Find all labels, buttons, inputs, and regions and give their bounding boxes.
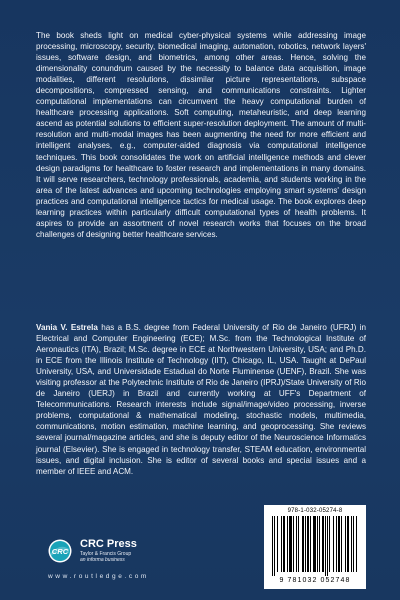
barcode-bar (322, 516, 324, 572)
barcode-bar (319, 516, 320, 572)
barcode-bar (333, 516, 334, 572)
barcode-bar (341, 516, 342, 572)
publisher-group: Taylor & Francis Group (80, 551, 132, 557)
barcode-bar (325, 516, 326, 576)
barcode-bar (310, 516, 311, 572)
barcode-bar (338, 516, 340, 572)
barcode-bar (298, 516, 299, 572)
barcode-bar (307, 516, 309, 572)
barcode-bar (277, 516, 278, 572)
barcode-bar (351, 516, 352, 572)
barcode-bar (293, 516, 294, 572)
barcode-bar (272, 516, 273, 576)
barcode-bar (347, 516, 349, 572)
publisher-website: www.routledge.com (48, 573, 149, 580)
barcode-bar (281, 516, 282, 572)
barcode-bar (336, 516, 337, 572)
barcode-bar (329, 516, 330, 572)
author-bio (36, 322, 366, 477)
publisher-tagline: an informa business (80, 557, 125, 563)
ean-digits: 9 781032 052748 (279, 577, 351, 584)
barcode-bar (283, 516, 285, 572)
barcode-bar (274, 516, 275, 576)
barcode-bar (289, 516, 292, 572)
publisher-block (36, 537, 166, 587)
barcode-bar (287, 516, 288, 572)
barcode-bar (302, 516, 304, 572)
crc-logo-lettering: CRC (51, 546, 69, 556)
crc-press-logo-icon (48, 539, 72, 563)
publisher-name: CRC Press (80, 538, 137, 550)
barcode-bar (327, 516, 328, 576)
barcode-bar (353, 516, 354, 572)
book-description: The book sheds light on medical cyber-physical systems while addressing image processing, microscopy, security, biomedical imaging, automation, robotics, network layers' issues, software design, and biometrics, among other areas. Hence, solving the dimensionality conundrum caused by the necessity to balance data acquisition, image modalities, different resolutions, dissimilar picture representations, subspace decompositions, compressed sensing, and communications constraints. Lighter computational implementations can circumvent the heavy computational burden of healthcare processing applications. Soft computing, metaheuristic, and deep learning ascend as potential solutions to efficient super-resolution deployment. The amount of multi-resolution and multi-modal images has been augmenting the need for more efficient and intelligent analyses, e.g., computer-aided diagnosis via computational intelligence techniques. This book consolidates the work on artificial intelligence methods and clever design paradigms for healthcare to foster research and implementations in many domains. It will serve researchers, technology professionals, academia, and students working in the area of the latest advances and upcoming technologies employing smart systems' design practices and computational intelligence tactics for medical usage. The book explores deep learning practices within particularly difficult computational types of health problems. It aspires to provide an assortment of novel research works that focuses on the broad challenges of designing better healthcare services. (36, 31, 366, 239)
barcode-bars (264, 516, 366, 578)
author-name: Vania V. Estrela (36, 323, 98, 332)
isbn-barcode (264, 505, 366, 589)
barcode-bar (313, 516, 316, 572)
barcode-bar (305, 516, 306, 572)
barcode-bar (317, 516, 318, 572)
barcode-bar (345, 516, 346, 572)
isbn-number: 978-1-032-05274-8 (287, 508, 343, 514)
barcode-bar (356, 516, 357, 572)
author-bio-text: has a B.S. degree from Federal University of Rio de Janeiro (UFRJ) in Electrical and Computer Engineering (ECE); M.Sc. from the Technological Institute of Aeronautics (ITA), Brazil; M.Sc. degree in ECE at Northwestern University, USA; and Ph.D. in ECE from the Illinois Institute of Technology (IIT), Chicago, IL, USA. Taught at DePaul University, USA, and Universidade Estadual do Norte Fluminense (UENF), Brazil. She was visiting professor at the Polytechnic Institute of Rio de Janeiro (IPRJ)/State University of Rio de Janeiro (UERJ) in Brazil and currently working at UFF's Department of Telecommunications. Research interests include signal/image/video processing, inverse problems, computational & mathematical modeling, stochastic models, multimedia, communications, motion estimation, machine learning, and geoprocessing. She reviews several journal/magazine articles, and she is deputy editor of the Neuroscience Informatics journal (Elsevier). She is engaged in technology transfer, STEAM education, environmental issues, and digital inclusion. She is editor of several books and special issues and a member of IEEE and ACM. (36, 323, 366, 476)
barcode-bar (296, 516, 297, 572)
